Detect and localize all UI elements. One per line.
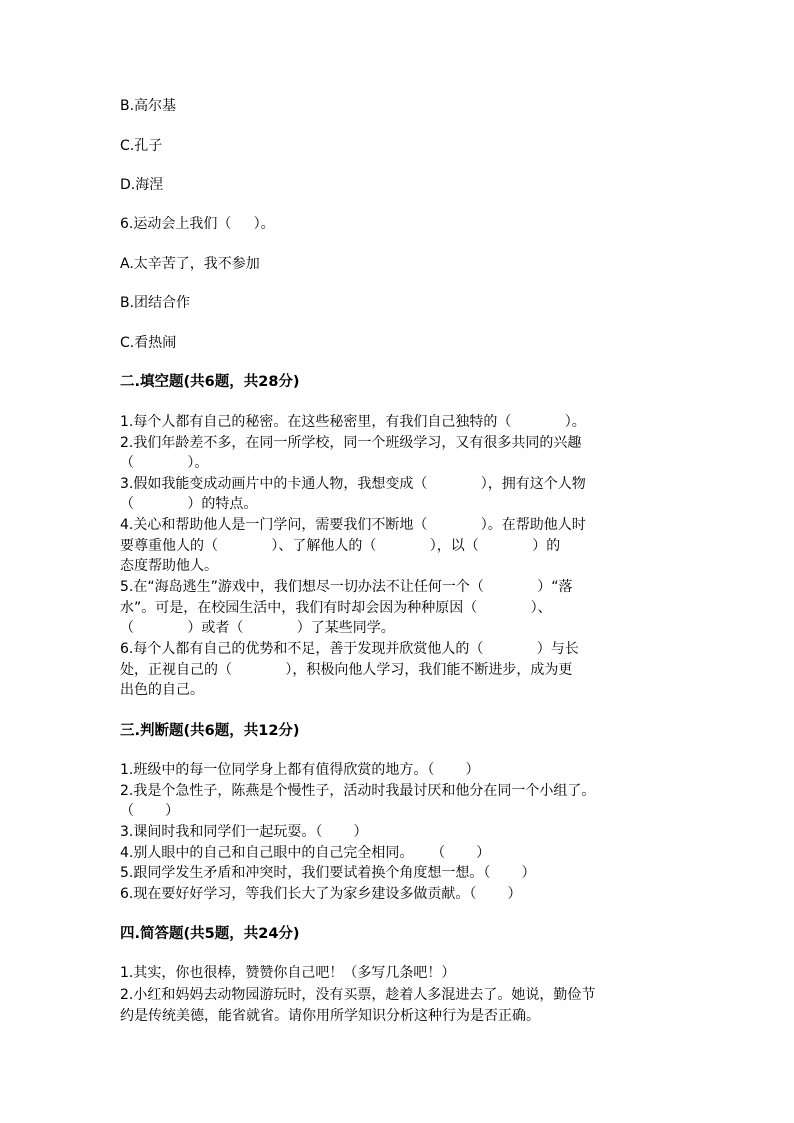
text-line: 态度帮助他人。 bbox=[120, 558, 218, 574]
text-line: （ ）。 bbox=[120, 455, 209, 471]
text-line: 处，正视自己的（ ），积极向他人学习，我们能不断进步，成为更 bbox=[120, 662, 573, 678]
text-line: 3.假如我能变成动画片中的卡通人物，我想变成（ ），拥有这个人物 bbox=[120, 476, 586, 492]
option-q6-a: A.太辛苦了，我不参加 bbox=[120, 256, 260, 272]
text-line: 2.小红和妈妈去动物园游玩时，没有买票，趁着人多混进去了。她说，勤俭节 bbox=[120, 987, 596, 1003]
section-heading-short-answer: 四.简答题(共5题，共24分) bbox=[120, 926, 300, 942]
text-line: 1.班级中的每一位同学身上都有值得欣赏的地方。（ ） bbox=[120, 762, 480, 778]
text-line: 要尊重他人的（ ）、了解他人的（ ），以（ ）的 bbox=[120, 538, 561, 554]
text-line: 3.课间时我和同学们一起玩耍。（ ） bbox=[120, 824, 368, 840]
text-line: 4.关心和帮助他人是一门学问，需要我们不断地（ ）。在帮助他人时 bbox=[120, 517, 586, 533]
option-q5-b: B.高尔基 bbox=[120, 98, 177, 114]
text-line: 1.每个人都有自己的秘密。在这些秘密里，有我们自己独特的（ ）。 bbox=[120, 414, 586, 430]
text-line: 6.现在要好好学习，等我们长大了为家乡建设多做贡献。（ ） bbox=[120, 886, 522, 902]
section-heading-fill-blank: 二.填空题(共6题，共28分) bbox=[120, 374, 300, 390]
text-line: 2.我们年龄差不多，在同一所学校，同一个班级学习，又有很多共同的兴趣 bbox=[120, 435, 582, 451]
text-line: 约是传统美德，能省就省。请你用所学知识分析这种行为是否正确。 bbox=[120, 1008, 540, 1024]
text-line: 2.我是个急性子，陈燕是个慢性子，活动时我最讨厌和他分在同一个小组了。 bbox=[120, 783, 596, 799]
text-line: 水”。可是，在校园生活中，我们有时却会因为种种原因（ ）、 bbox=[120, 600, 552, 616]
option-q6-b: B.团结合作 bbox=[120, 295, 191, 311]
option-q5-c: C.孔子 bbox=[120, 138, 163, 154]
option-q5-d: D.海涅 bbox=[120, 177, 164, 193]
text-line: 5.跟同学发生矛盾和冲突时，我们要试着换个角度想一想。（ ） bbox=[120, 865, 536, 881]
text-line: 5.在“海岛逃生”游戏中，我们想尽一切办法不让任何一个（ ）“落 bbox=[120, 579, 573, 595]
text-line: 1.其实，你也很棒，赞赞你自己吧！（多写几条吧！） bbox=[120, 965, 456, 981]
question-6-stem: 6.运动会上我们（ ）。 bbox=[120, 216, 275, 232]
text-line: 4.别人眼中的自己和自己眼中的自己完全相同。 （ ） bbox=[120, 845, 491, 861]
text-line: 出色的自己。 bbox=[120, 682, 204, 698]
text-line: （ ）或者（ ）了某些同学。 bbox=[120, 620, 395, 636]
text-line: （ ） bbox=[120, 803, 180, 819]
text-line: （ ）的特点。 bbox=[120, 496, 258, 512]
text-line: 6.每个人都有自己的优势和不足，善于发现并欣赏他人的（ ）与长 bbox=[120, 641, 579, 657]
option-q6-c: C.看热闹 bbox=[120, 335, 177, 351]
section-heading-true-false: 三.判断题(共6题，共12分) bbox=[120, 723, 300, 739]
